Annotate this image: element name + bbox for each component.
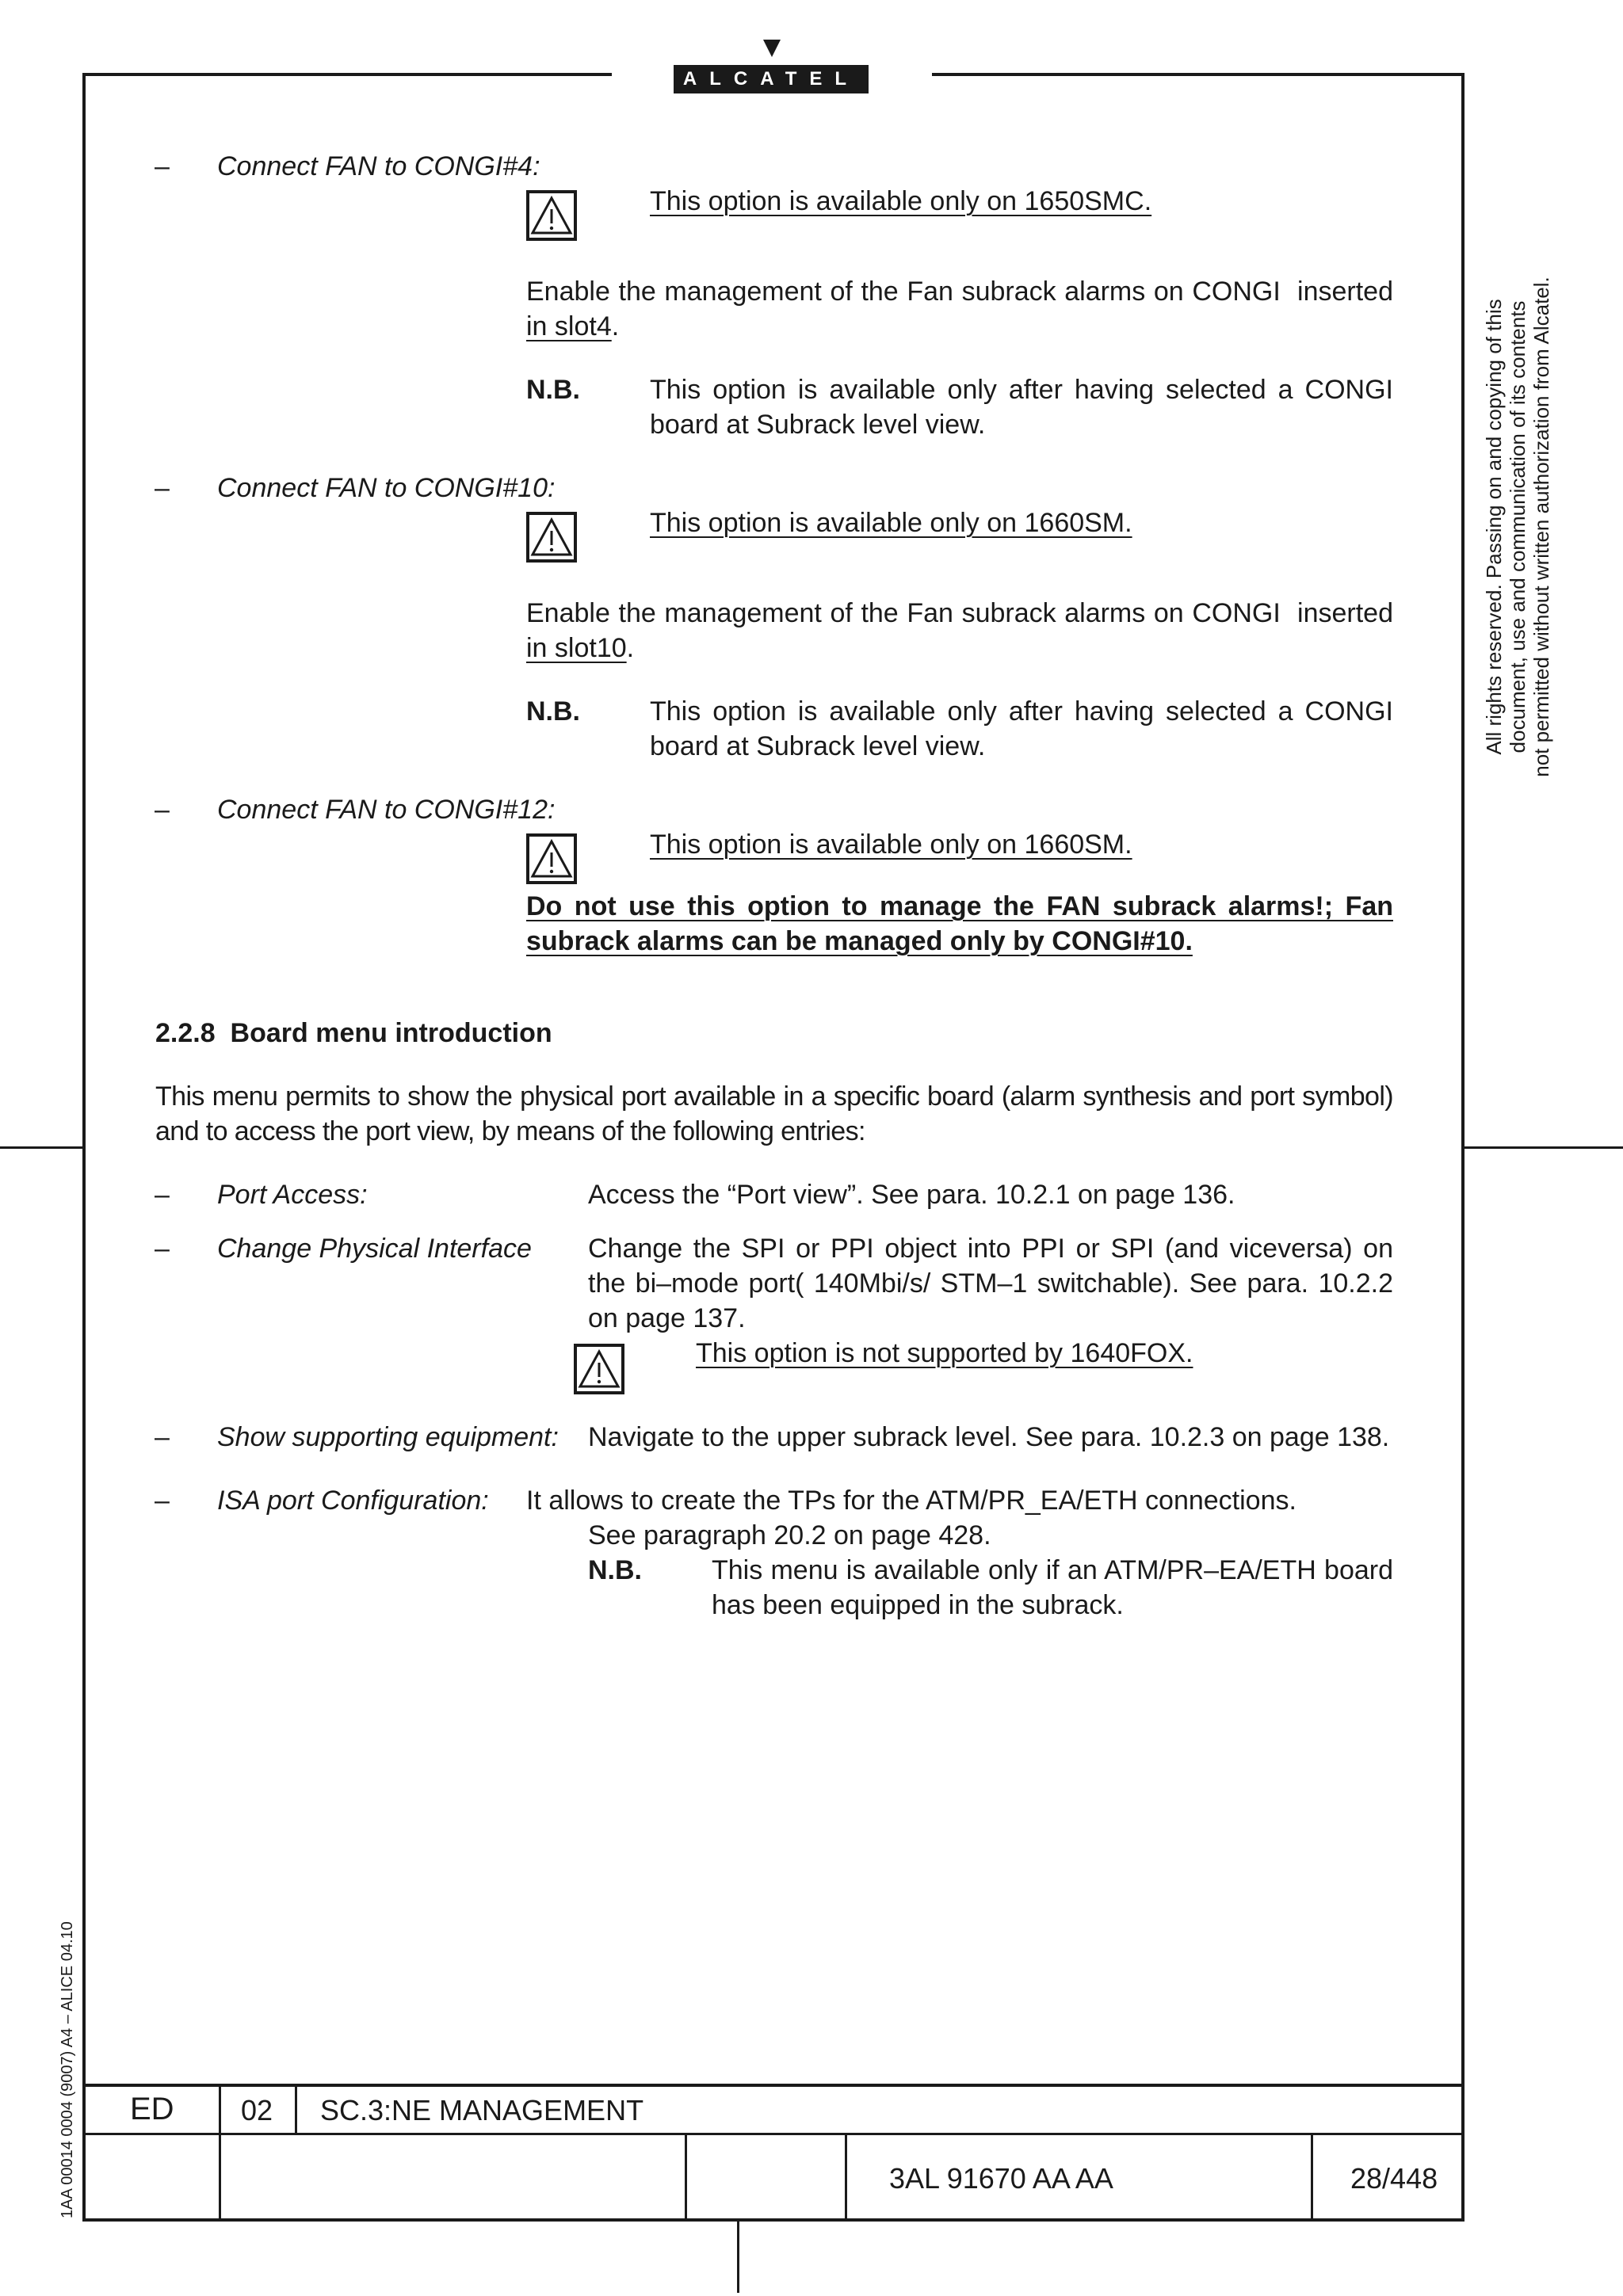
entry-text: Navigate to the upper subrack level. See para. 10.2.3 on page 138.	[588, 1422, 1390, 1452]
section-intro: This menu permits to show the physical port available in a specific board (alarm synthesis and port symbol) and to access the port view, by means of the following entries:	[155, 1081, 1393, 1146]
footer-divider	[295, 2084, 297, 2134]
warning-icon	[526, 190, 577, 241]
margin-mark-left	[0, 1146, 82, 1149]
copyright-line-3: not permitted without written authorization from Alcatel.	[1529, 277, 1553, 777]
entry-text-line1: It allows to create the TPs for the ATM/PR_EA/ETH connections.	[526, 1486, 1296, 1516]
bullet-dash: –	[155, 1180, 170, 1210]
item-label: Connect FAN to CONGI#12:	[217, 795, 556, 825]
warning-icon	[574, 1344, 624, 1394]
entry-text: Access the “Port view”. See para. 10.2.1 on page 136.	[588, 1180, 1235, 1210]
edition-label: ED	[130, 2092, 174, 2126]
warning-text: This option is available only on 1660SM.	[650, 830, 1132, 860]
bullet-dash: –	[155, 473, 170, 503]
bold-note: Do not use this option to manage the FAN subrack alarms!; Fan subrack alarms can be managed only by CONGI#10.	[526, 891, 1393, 956]
section-title: Board menu introduction	[230, 1018, 552, 1048]
warning-text: This option is available only on 1650SMC.	[650, 186, 1152, 216]
bullet-dash: –	[155, 795, 170, 825]
page-number: 28/448	[1350, 2162, 1438, 2195]
nb-text: This menu is available only if an ATM/PR–EA/ETH board has been equipped in the subrack.	[712, 1555, 1393, 1620]
item-description: Enable the management of the Fan subrack alarms on CONGI inserted in slot10.	[526, 598, 1393, 663]
copyright-line-2: document, use and communication of its contents	[1506, 300, 1529, 753]
section-number: 2.2.8	[155, 1018, 216, 1048]
bullet-dash: –	[155, 1234, 170, 1264]
entry-text: Change the SPI or PPI object into PPI or SPI (and viceversa) on the bi–mode port( 140Mbi/s/ STM–1 switchable). See para. 10.2.2 on page 137.	[588, 1234, 1393, 1333]
slot-reference: in slot4	[526, 311, 612, 341]
footer-bottom-border	[82, 2218, 1465, 2222]
footer-top-border	[82, 2084, 1465, 2087]
copyright-line-1: All rights reserved. Passing on and copying of this	[1482, 299, 1506, 755]
warning-icon	[526, 512, 577, 563]
nb-text: This option is available only after having selected a CONGI board at Subrack level view.	[650, 696, 1393, 761]
item-description-text: Enable the management of the Fan subrack alarms on CONGI inserted	[526, 277, 1393, 307]
entry-text-line2: See paragraph 20.2 on page 428.	[588, 1520, 991, 1550]
item-description: Enable the management of the Fan subrack alarms on CONGI inserted in slot4.	[526, 277, 1393, 341]
footer-divider	[219, 2084, 221, 2222]
slot-reference: in slot10	[526, 633, 627, 663]
section-heading	[155, 1016, 552, 1051]
binding-mark	[737, 2222, 739, 2293]
footer-section: SC.3:NE MANAGEMENT	[320, 2094, 644, 2126]
item-description-text: Enable the management of the Fan subrack alarms on CONGI inserted	[526, 598, 1393, 628]
margin-mark-right	[1465, 1146, 1623, 1149]
entry-label: Show supporting equipment:	[217, 1422, 559, 1452]
warning-text: This option is available only on 1660SM.	[650, 508, 1132, 538]
entry-label: Port Access:	[217, 1180, 368, 1210]
footer-divider	[1311, 2133, 1313, 2222]
bullet-dash: –	[155, 1422, 170, 1452]
nb-label: N.B.	[526, 696, 580, 727]
frame-top-left	[82, 73, 612, 76]
bullet-dash: –	[155, 1486, 170, 1516]
item-label: Connect FAN to CONGI#4:	[217, 151, 540, 181]
nb-label: N.B.	[588, 1555, 642, 1585]
footer-mid-border	[82, 2133, 1465, 2135]
logo-triangle-icon	[763, 40, 781, 57]
footer-divider	[685, 2133, 687, 2222]
bullet-dash: –	[155, 151, 170, 181]
warning-text: This option is not supported by 1640FOX.	[696, 1338, 1193, 1368]
nb-text: This option is available only after having selected a CONGI board at Subrack level view.	[650, 375, 1393, 440]
frame-left-border	[82, 73, 86, 2222]
footer-divider	[845, 2133, 847, 2222]
form-code: 1AA 00014 0004 (9007) A4 – ALICE 04.10	[59, 1921, 76, 2218]
item-label: Connect FAN to CONGI#10:	[217, 473, 556, 503]
alcatel-logo: ALCATEL	[674, 65, 869, 93]
frame-top-right	[932, 73, 1465, 76]
entry-label: ISA port Configuration:	[217, 1486, 489, 1516]
edition-value: 02	[241, 2094, 273, 2126]
document-code: 3AL 91670 AA AA	[889, 2162, 1113, 2195]
nb-label: N.B.	[526, 375, 580, 405]
copyright-notice	[1482, 269, 1553, 784]
warning-icon	[526, 833, 577, 884]
entry-label: Change Physical Interface	[217, 1234, 532, 1264]
